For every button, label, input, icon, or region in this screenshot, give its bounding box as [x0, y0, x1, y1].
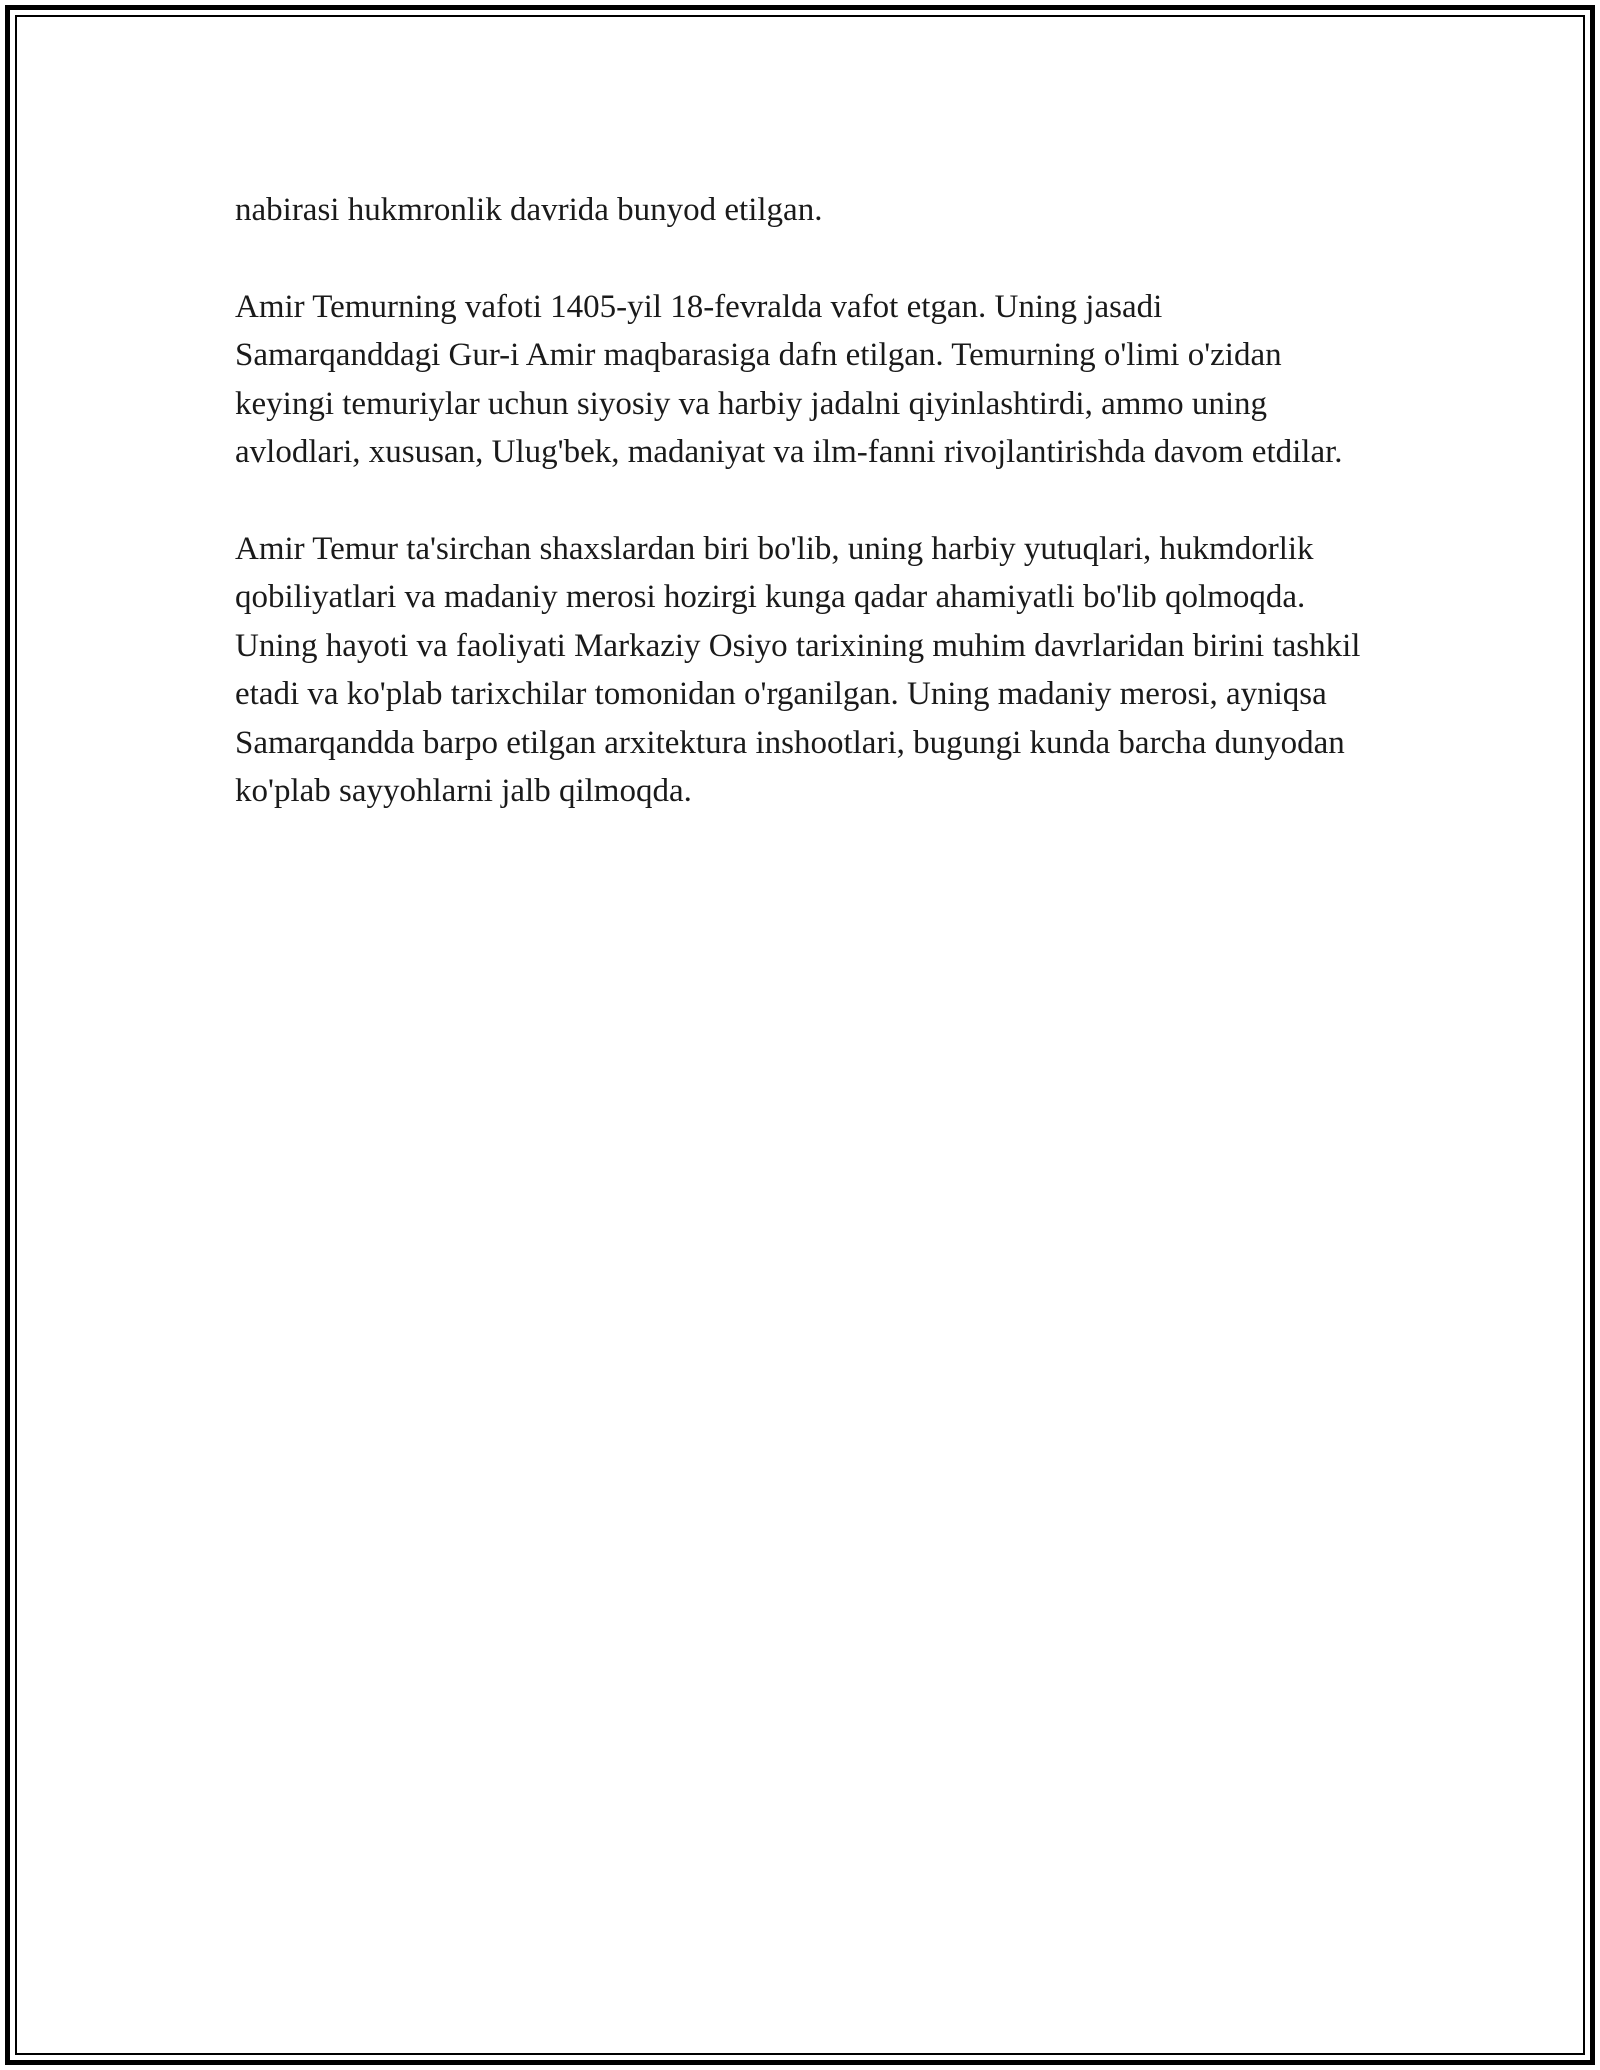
document-body — [235, 186, 1375, 864]
paragraph-temur-death: Amir Temurning vafoti 1405-yil 18-fevralda vafot etgan. Uning jasadi Samarqanddagi Gur-i Amir maqbarasiga dafn etilgan. Temurning o'limi o'zidan keyingi temuriylar uchun siyosiy va harbiy jadalni qiyinlashtirdi, ammo uning avlodlari, xususan, Ulug'bek, madaniyat va ilm-fanni rivojlantirishda davom etdilar. — [235, 288, 1343, 470]
paragraph-continuation: nabirasi hukmronlik davrida bunyod etilgan. — [235, 192, 823, 228]
paragraph-temur-legacy: Amir Temur ta'sirchan shaxslardan biri bo'lib, uning harbiy yutuqlari, hukmdorlik qobiliyatlari va madaniy merosi hozirgi kunga qadar ahamiyatli bo'lib qolmoqda. Uning hayoti va faoliyati Markaziy Osiyo tarixining muhim davrlaridan birini tashkil etadi va ko'plab tarixchilar tomonidan o'rganilgan. Uning madaniy merosi, ayniqsa Samarqandda barpo etilgan arxitektura inshootlari, bugungi kunda barcha dunyodan ko'plab sayyohlarni jalb qilmoqda. — [235, 530, 1361, 809]
